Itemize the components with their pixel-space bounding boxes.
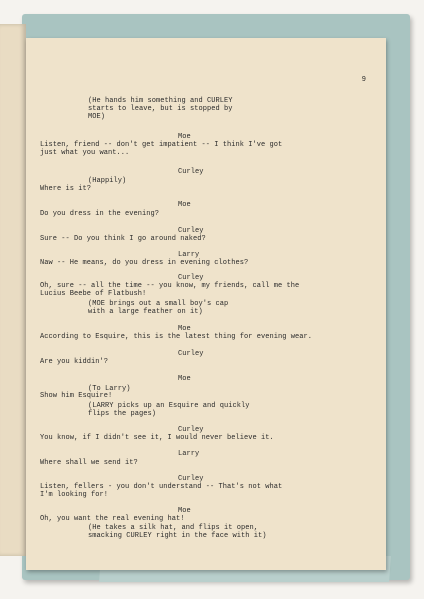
dialogue-line: Oh, you want the real evening hat! bbox=[40, 515, 185, 523]
dialogue-line: Where is it? bbox=[40, 185, 92, 193]
stage-direction: (MOE brings out a small boy's cap bbox=[88, 300, 229, 308]
dialogue-line: Naw -- He means, do you dress in evening clothes? bbox=[40, 259, 249, 267]
speaker-name: Curley bbox=[178, 227, 204, 235]
dialogue-line: Do you dress in the evening? bbox=[40, 210, 160, 218]
dialogue-line: Are you kiddin'? bbox=[40, 358, 109, 366]
stage-direction: flips the pages) bbox=[88, 410, 157, 418]
dialogue-line: According to Esquire, this is the latest thing for evening wear. bbox=[40, 333, 313, 341]
stage-direction: MOE) bbox=[88, 113, 106, 121]
speaker-name: Moe bbox=[178, 375, 191, 383]
stage-direction: (LARRY picks up an Esquire and quickly bbox=[88, 402, 250, 410]
speaker-name: Moe bbox=[178, 507, 191, 515]
script-page bbox=[26, 38, 386, 570]
speaker-name: Larry bbox=[178, 251, 200, 259]
speaker-name: Curley bbox=[178, 426, 204, 434]
previous-page-edge bbox=[0, 24, 26, 556]
speaker-name: Moe bbox=[178, 133, 191, 141]
dialogue-line: Show him Esquire! bbox=[40, 392, 113, 400]
speaker-name: Curley bbox=[178, 274, 204, 282]
dialogue-line: Where shall we send it? bbox=[40, 459, 138, 467]
dialogue-line: You know, if I didn't see it, I would never believe it. bbox=[40, 434, 274, 442]
speaker-name: Moe bbox=[178, 325, 191, 333]
dialogue-line: Lucius Beebe of Flatbush! bbox=[40, 290, 147, 298]
dialogue-line: just what you want... bbox=[40, 149, 130, 157]
script-text bbox=[26, 38, 386, 570]
speaker-name: Curley bbox=[178, 350, 204, 358]
dialogue-line: Sure -- Do you think I go around naked? bbox=[40, 235, 206, 243]
stage-direction: smacking CURLEY right in the face with it) bbox=[88, 532, 267, 540]
stage-direction: with a large feather on it) bbox=[88, 308, 203, 316]
dialogue-line: Listen, fellers - you don't understand -- That's not what bbox=[40, 483, 283, 491]
stage-direction: (He takes a silk hat, and flips it open, bbox=[88, 524, 259, 532]
dialogue-line: Listen, friend -- don't get impatient -- I think I've got bbox=[40, 141, 283, 149]
page-number: 9 bbox=[361, 76, 366, 84]
stage-direction: (To Larry) bbox=[88, 385, 131, 393]
stage-direction: starts to leave, but is stopped by bbox=[88, 105, 233, 113]
stage-direction: (Happily) bbox=[88, 177, 127, 185]
speaker-name: Moe bbox=[178, 201, 191, 209]
dialogue-line: Oh, sure -- all the time -- you know, my friends, call me the bbox=[40, 282, 300, 290]
stage-direction: (He hands him something and CURLEY bbox=[88, 97, 233, 105]
speaker-name: Larry bbox=[178, 450, 200, 458]
dialogue-line: I'm looking for! bbox=[40, 491, 109, 499]
speaker-name: Curley bbox=[178, 168, 204, 176]
speaker-name: Curley bbox=[178, 475, 204, 483]
